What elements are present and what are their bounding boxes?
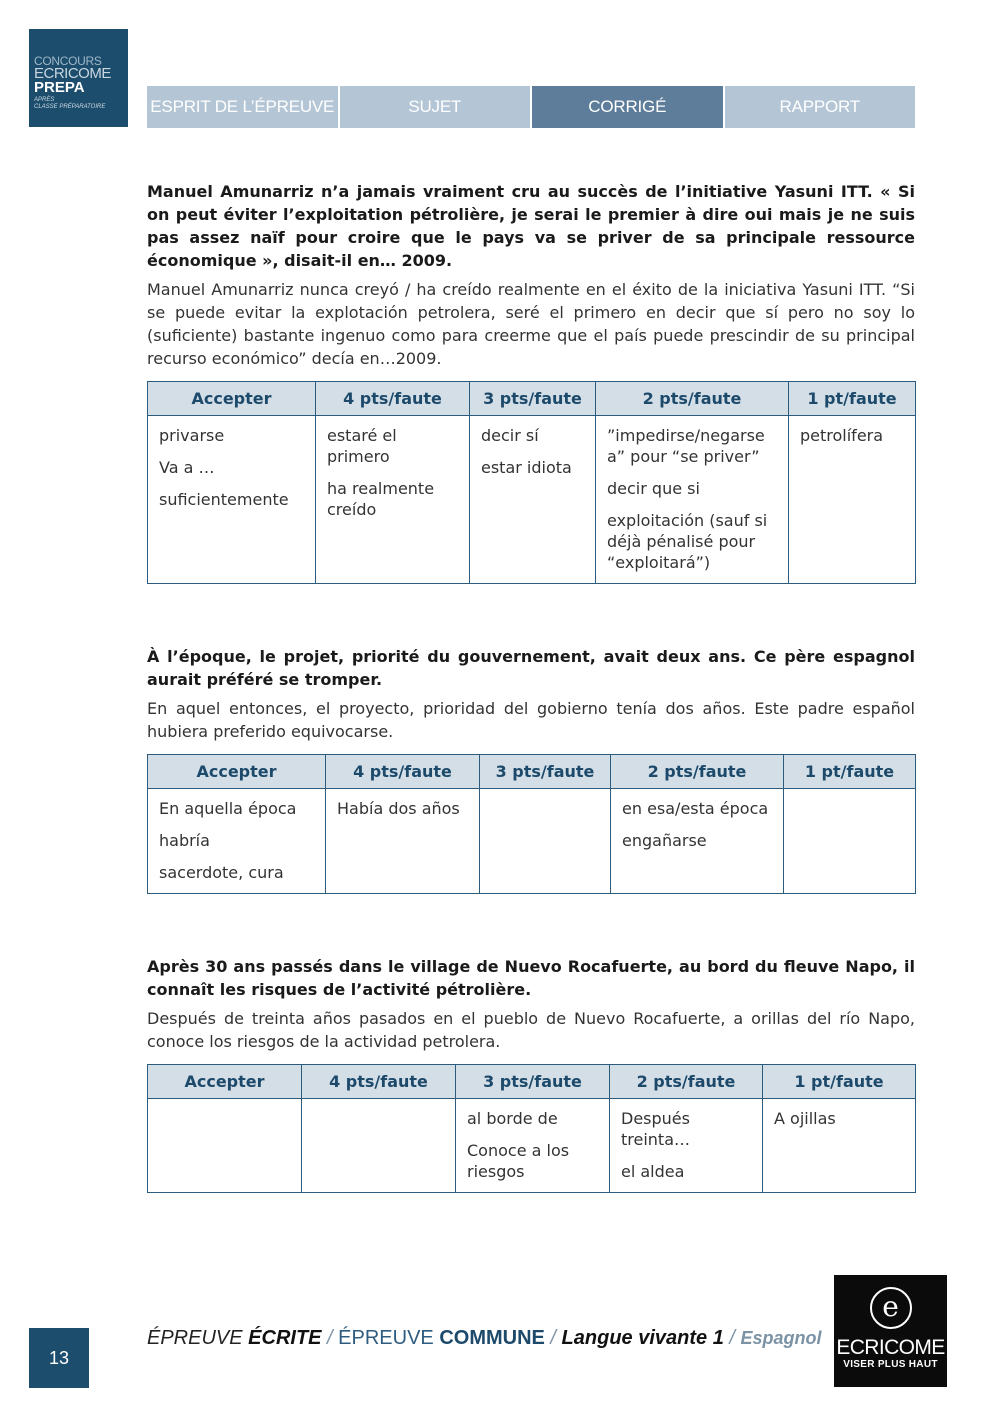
cell-entry: sacerdote, cura [159,863,284,882]
cell-2pts [610,1099,763,1193]
tab-corrige[interactable]: CORRIGÉ [532,86,723,128]
cell-4pts [316,416,470,584]
table-row [148,416,916,584]
french-sentence: À l’époque, le projet, priorité du gouvernement, avait deux ans. Ce père espagnol aurait préféré se tromper. [147,647,915,689]
french-sentence: Manuel Amunarriz n’a jamais vraiment cru au succès de l’initiative Yasuni ITT. « Si on peut éviter l’exploitation pétrolière, je serai le premier à dire oui mais je ne suis pas assez naïf pour croire que le pays va se priver de sa principale ressource économique », disait-il en… 2009. [147,182,915,270]
french-sentence: Après 30 ans passés dans le village de Nuevo Rocafuerte, au bord du fleuve Napo, il connaît les risques de l’activité pétrolière. [147,957,915,999]
cell-1pt [763,1099,916,1193]
cell-entry: petrolífera [800,426,884,445]
table-header-row [148,382,916,416]
grading-table [147,381,916,584]
tab-sujet[interactable]: SUJET [340,86,531,128]
header-accepter: Accepter [148,382,316,416]
header-4pts: 4 pts/faute [326,755,480,789]
tab-rapport[interactable]: RAPPORT [725,86,916,128]
cell-4pts [302,1099,456,1193]
cell-entry: habría [159,831,210,850]
header-accepter: Accepter [148,755,326,789]
footer-ecrite: ÉCRITE [248,1327,322,1349]
cell-entry: ha realmente creído [327,479,435,519]
header-4pts: 4 pts/faute [302,1065,456,1099]
cell-entry: exploitación (sauf si déjà pénalisé pour “exploitará”) [607,511,768,572]
ecricome-tagline: VISER PLUS HAUT [843,1359,938,1370]
header-3pts: 3 pts/faute [470,382,596,416]
table-row [148,789,916,894]
cell-entry: estaré el primero [327,426,397,466]
header-4pts: 4 pts/faute [316,382,470,416]
table-row [148,1099,916,1193]
header-3pts: 3 pts/faute [480,755,611,789]
header-2pts: 2 pts/faute [611,755,784,789]
cell-accepter [148,789,326,894]
cell-entry: al borde de [467,1109,558,1128]
cell-3pts [456,1099,610,1193]
grading-table [147,754,916,894]
cell-entry: decir sí [481,426,539,445]
footer-langue: Langue vivante 1 [561,1327,724,1349]
logo-line-concours: CONCOURS [34,54,102,68]
cell-entry: Después treinta… [621,1109,691,1149]
cell-entry: Va a … [159,458,215,477]
footer-separator: / [321,1327,339,1349]
section-tabs [147,86,915,128]
ecricome-prepa-logo [29,29,128,127]
footer-epreuve-2: ÉPREUVE [338,1327,440,1349]
table-header-row [148,1065,916,1099]
cell-entry: Había dos años [337,799,460,818]
footer-title [147,1327,822,1350]
cell-2pts [596,416,789,584]
logo-line-prepa: PREPA [34,79,85,96]
spanish-translation: En aquel entonces, el proyecto, prioridad del gobierno tenía dos años. Este padre español hubiera preferido equivocarse. [147,699,915,741]
cell-entry: Conoce a los riesgos [467,1141,570,1181]
cell-accepter [148,416,316,584]
cell-accepter [148,1099,302,1193]
cell-entry: engañarse [622,831,707,850]
logo-line-classe: CLASSE PRÉPARATOIRE [34,104,106,110]
page-number: 13 [29,1328,89,1388]
cell-entry: ”impedirse/negarse a” pour “se priver” [607,426,765,466]
spanish-translation: Después de treinta años pasados en el pueblo de Nuevo Rocafuerte, a orillas del río Napo, conoce los riesgos de la actividad petrolera. [147,1009,915,1051]
logo-line-ecricome: ECRICOME [34,65,111,82]
header-3pts: 3 pts/faute [456,1065,610,1099]
cell-entry: decir que si [607,479,700,498]
cell-3pts [480,789,611,894]
cell-entry: en esa/esta época [622,799,769,818]
cell-1pt [784,789,916,894]
table-header-row [148,755,916,789]
footer-espagnol: Espagnol [740,1328,822,1348]
grading-table [147,1064,916,1193]
header-1pt: 1 pt/faute [789,382,916,416]
cell-4pts [326,789,480,894]
cell-entry: A ojillas [774,1109,836,1128]
cell-2pts [611,789,784,894]
header-1pt: 1 pt/faute [784,755,916,789]
cell-entry: En aquella época [159,799,297,818]
header-1pt: 1 pt/faute [763,1065,916,1099]
cell-1pt [789,416,916,584]
header-2pts: 2 pts/faute [596,382,789,416]
ecricome-name: ECRICOME [836,1336,945,1359]
cell-entry: suficientemente [159,490,289,509]
cell-entry: el aldea [621,1162,685,1181]
header-2pts: 2 pts/faute [610,1065,763,1099]
cell-entry: privarse [159,426,225,445]
page-content [147,180,915,1193]
footer-epreuve: ÉPREUVE [147,1327,249,1349]
header-accepter: Accepter [148,1065,302,1099]
footer-commune: COMMUNE [439,1327,545,1349]
ecricome-e-icon: e [870,1287,912,1329]
ecricome-logo [834,1275,947,1387]
cell-3pts [470,416,596,584]
footer-separator: / [723,1327,741,1349]
tab-esprit-epreuve[interactable]: ESPRIT DE L’ÉPREUVE [147,86,338,128]
cell-entry: estar idiota [481,458,572,477]
logo-line-apres: APRÈS [34,97,55,103]
footer-separator: / [544,1327,562,1349]
spanish-translation: Manuel Amunarriz nunca creyó / ha creído realmente en el éxito de la iniciativa Yasuni ITT. “Si se puede evitar la explotación petrolera, seré el primero en decir que sí pero no soy lo (suficiente) bastante ingenuo como para creerme que el país puede prescindir de su principal recurso económico” decía en…2009. [147,280,915,368]
